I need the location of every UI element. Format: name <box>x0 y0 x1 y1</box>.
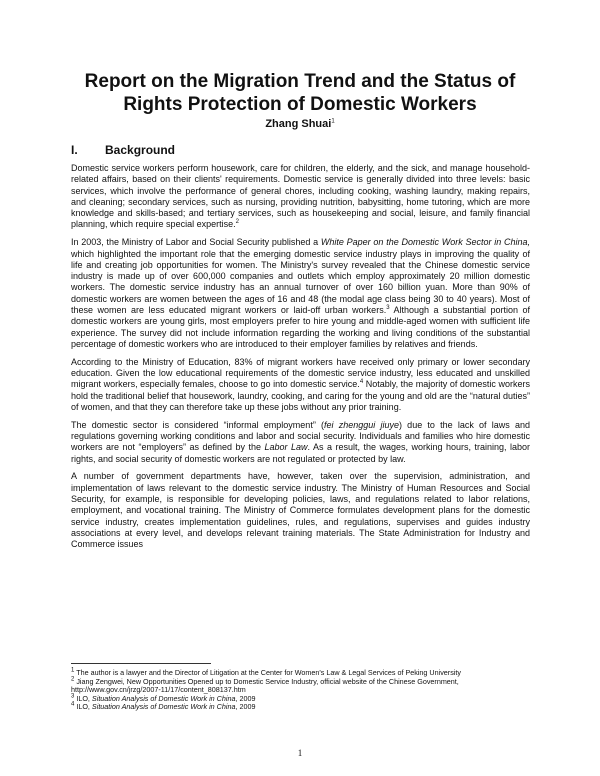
body-text <box>71 163 530 557</box>
footnote-divider <box>71 663 211 664</box>
paragraph-3-text-a: According to the Ministry of Education, 83% of migrant workers have received only primary or lower secondary education. Given the low educational requirements of the domestic service industry, less educated and unskilled migrant workers, especially females, choose to go into domestic service. <box>71 356 530 390</box>
white-paper-title: White Paper on the Domestic Work Sector in China, <box>320 237 530 248</box>
paragraph-4 <box>71 420 530 465</box>
paragraph-1-text: Domestic service workers perform housework, care for children, the elderly, and the sick, and manage household-related affairs, based on their clients' requirements. Domestic service is generally divided into three levels: basic services, which involve the performance of general chores, including cooking, washing laundry, making repairs, and cleaning; secondary services, such as nursing, providing nutrition, babysitting, home tutoring, which are more knowledge and skills-based; and tertiary services, such as housekeeping and social, leisure, and family financial planning, which require special expertise. <box>71 163 530 230</box>
footnote-1-number: 1 <box>71 667 75 674</box>
paragraph-4-text-c: . As a result, the wages, working hours, training, labor rights, and social security of domestic workers are not regulated or protected by law. <box>71 442 531 464</box>
paragraph-1 <box>71 163 530 231</box>
footnote-3-number: 3 <box>71 693 75 700</box>
paragraph-2-text-a: In 2003, the Ministry of Labor and Social Security published a <box>71 237 321 248</box>
paragraph-5-text: A number of government departments have, however, taken over the supervision, administration, and implementation of laws relevant to the domestic service industry. The Ministry of Human Resources and Social Security, for example, is responsible for developing policies, laws, and regulations related to labor relations, employment, and vocational training. The Ministry of Commerce formulates development plans for the domestic service industry, creates implementation guidelines, rules, and regulations, supervises and guides industry associations at every level, and develops relevant training materials. The State Administration for Industry and Commerce issues <box>71 471 530 550</box>
footnote-2 <box>71 678 530 695</box>
footnote-4-text-b: , 2009 <box>235 702 256 711</box>
labor-law-title: Labor Law <box>264 442 308 453</box>
footnotes <box>71 669 530 712</box>
footnote-3-text-b: , 2009 <box>235 693 256 703</box>
paragraph-2-text-c: Although a substantial portion of domestic workers are young girls, most employers prefer to hire young and middle-aged women with sufficient life experience. The survey did not include information regarding the working and living conditions of the substantial percentage of domestic workers who are introduced to their employer families by relatives and friends. <box>71 305 530 349</box>
paragraph-2-text-b: which highlighted the important role that the emerging domestic service industry plays in improving the quality of life and creating job opportunities for women. The Ministry's survey revealed that the Chinese domestic service industry is made up of over 600,000 companies and outlets which employ approximately 20 million domestic workers. The domestic service industry has an annual turnover of over 160 billion yuan. More than 90% of domestic workers are women between the ages of 16 and 48 (the modal age class being 30 to 40 years). Most of these women are less educated migrant workers or laid-off urban workers. <box>71 248 530 316</box>
paragraph-5 <box>71 471 530 550</box>
footnote-4-text-a: ILO, <box>74 702 92 711</box>
footnote-2-number: 2 <box>71 676 75 683</box>
footnote-ref-3[interactable]: 3 <box>386 305 390 312</box>
page-number: 1 <box>297 748 303 758</box>
section-number: I. <box>71 143 78 157</box>
footnote-ref-1[interactable]: 1 <box>331 118 335 125</box>
paragraph-3-text-b: Notably, the majority of domestic workers hold the traditional belief that housework, laundry, cooking, and caring for the young and old are the “natural duties” of women, and that they can therefore take up these jobs without any prior training. <box>71 379 531 412</box>
footnote-3-text-a: ILO, <box>74 693 92 703</box>
paragraph-2 <box>71 237 530 350</box>
footnote-ref-2[interactable]: 2 <box>235 219 239 226</box>
footnote-4-number: 4 <box>71 701 75 708</box>
footnote-ref-4[interactable]: 4 <box>359 379 364 386</box>
paragraph-3 <box>71 357 530 413</box>
paragraph-4-text-b: ) due to the lack of laws and regulations governing working conditions and labor and social security. Individuals and families who hire domestic workers are not “employers” as defined by the <box>71 419 530 453</box>
footnote-4 <box>71 703 530 712</box>
footnote-1-text: The author is a lawyer and the Director of Litigation at the Center for Women's Law & Legal Services of Peking University <box>74 668 461 677</box>
title-line-2: Rights Protection of Domestic Workers <box>123 94 477 115</box>
author-line <box>40 118 560 131</box>
footnote-2-text: Jiang Zengwei, New Opportunities Opened up to Domestic Service Industry, official website of the Chinese Government, http://www.gov.cn/jrzg/2007-11/17/content_808137.htm <box>71 676 459 694</box>
paragraph-4-text-a: The domestic sector is considered “informal employment” ( <box>71 419 325 430</box>
author-name: Zhang Shuai <box>265 118 332 130</box>
pinyin-term: fei zhenggui jiuye <box>324 419 399 430</box>
page-title <box>40 70 560 116</box>
section-heading <box>71 143 175 158</box>
title-line-1: Report on the Migration Trend and the Status of <box>84 71 516 92</box>
footnote-3-source-title: Situation Analysis of Domestic Work in China <box>91 693 236 703</box>
section-title: Background <box>105 143 176 157</box>
footnote-4-source-title: Situation Analysis of Domestic Work in China <box>91 702 236 711</box>
